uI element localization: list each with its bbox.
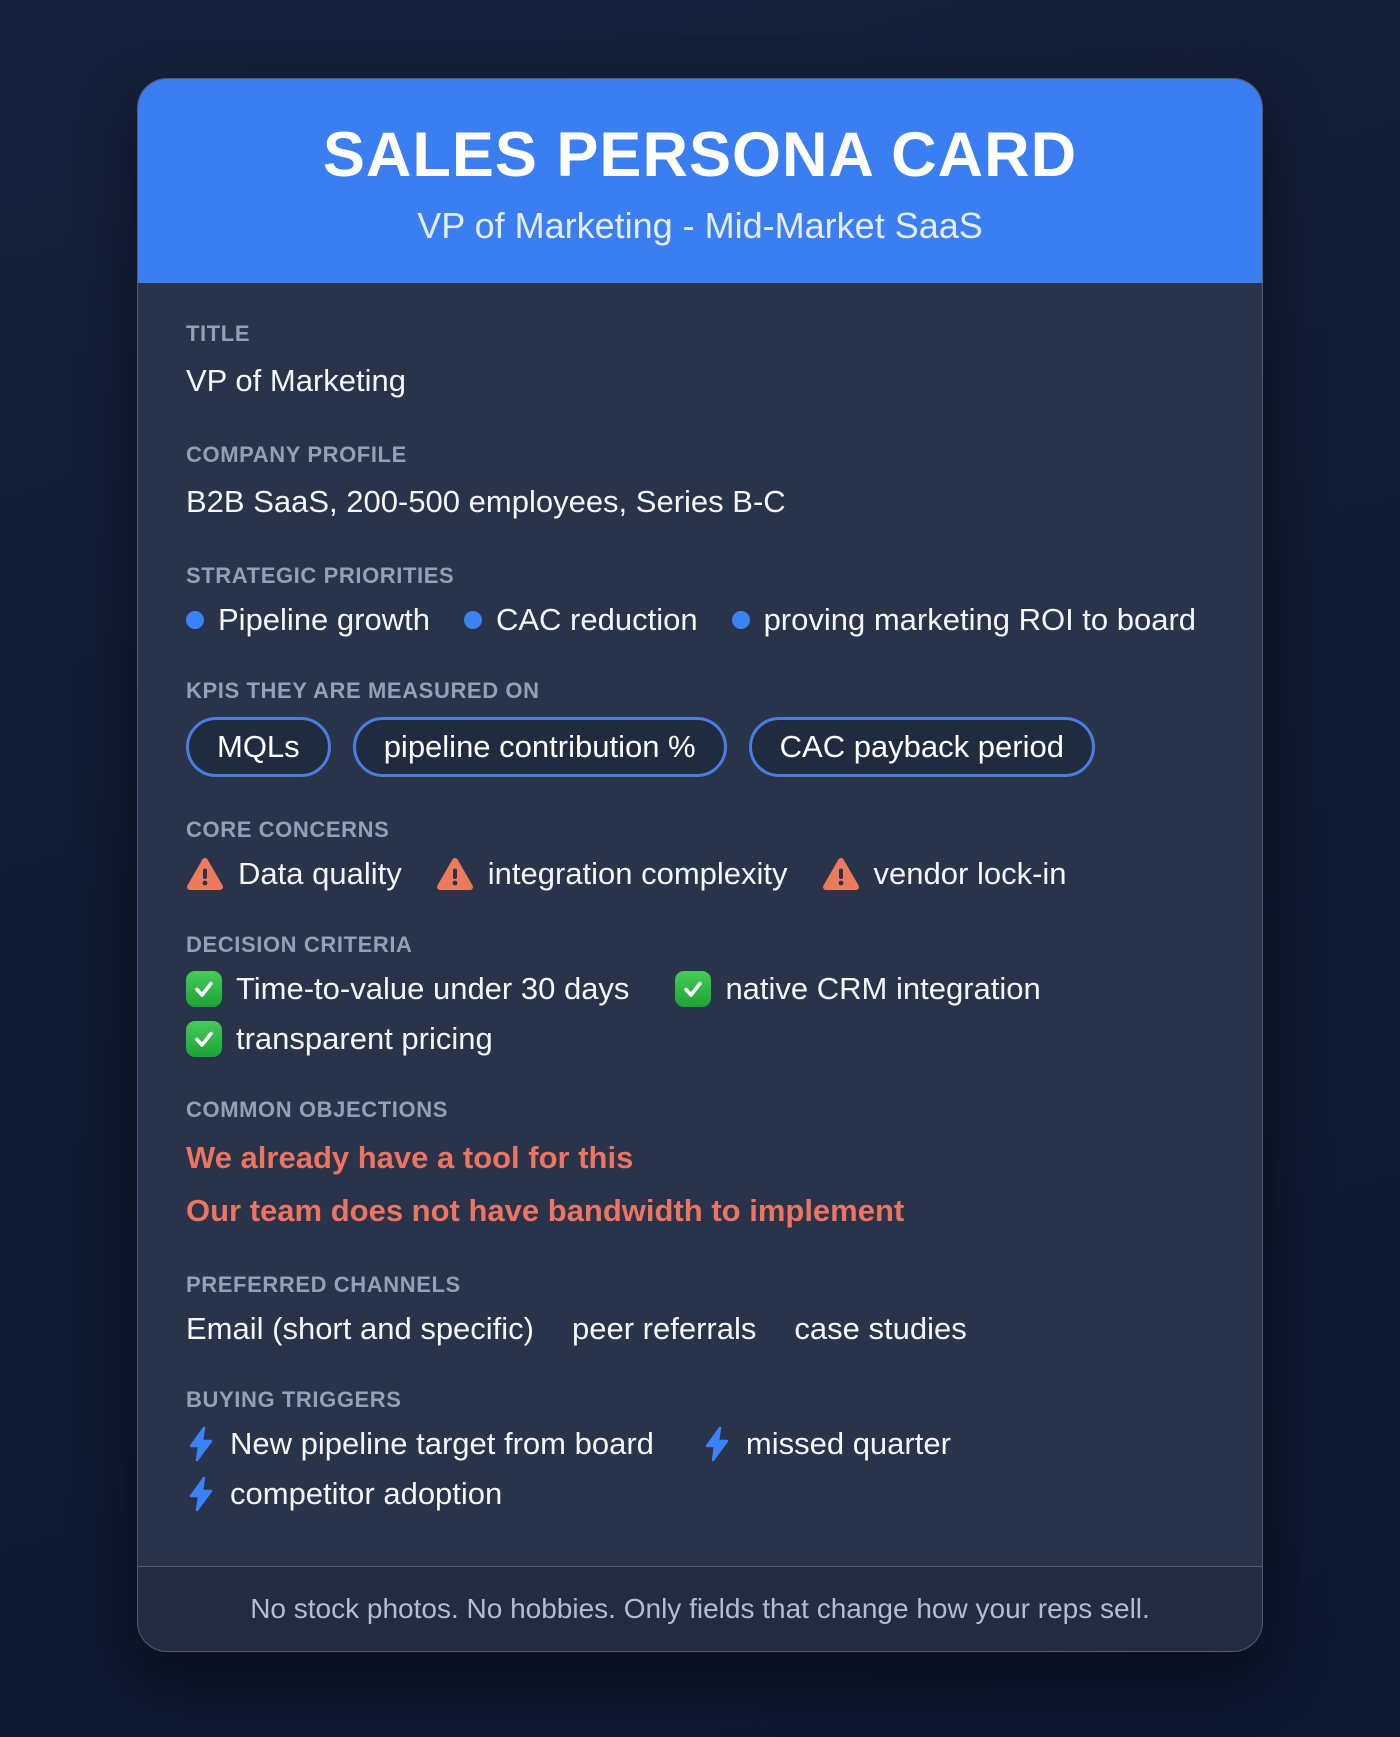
priorities-list: [186, 602, 1214, 638]
section-label: PREFERRED CHANNELS: [186, 1272, 461, 1298]
bullet-dot-icon: [186, 611, 204, 629]
criterion-label: transparent pricing: [236, 1020, 493, 1056]
objection-text: We already have a tool for this: [186, 1139, 634, 1175]
concern-item: [186, 856, 402, 892]
priority-item: [464, 602, 698, 638]
criterion-item: [186, 1021, 493, 1057]
priority-label: Pipeline growth: [218, 601, 430, 637]
objections-list: [186, 1136, 1214, 1233]
concern-item: [822, 856, 1067, 892]
section-preferred-channels: [186, 1272, 1214, 1347]
company-profile-value: B2B SaaS, 200-500 employees, Series B-C: [186, 483, 786, 519]
bullet-dot-icon: [732, 611, 750, 629]
trigger-item: [702, 1426, 951, 1462]
bullet-dot-icon: [464, 611, 482, 629]
concern-label: Data quality: [238, 855, 402, 891]
persona-card: [137, 78, 1263, 1652]
concern-label: integration complexity: [487, 855, 788, 891]
priority-label: CAC reduction: [495, 601, 698, 637]
green-checkmark-icon: [675, 971, 711, 1007]
trigger-label: competitor adoption: [230, 1476, 503, 1512]
trigger-label: missed quarter: [745, 1426, 951, 1462]
concern-label: vendor lock-in: [873, 855, 1067, 891]
card-header: [138, 79, 1262, 283]
card-footer: [138, 1566, 1262, 1651]
card-body: [138, 283, 1262, 1566]
section-label: BUYING TRIGGERS: [186, 1387, 402, 1413]
priority-item: [732, 602, 1197, 638]
trigger-item: [186, 1426, 654, 1462]
priority-label: proving marketing ROI to board: [763, 601, 1197, 637]
section-label: COMMON OBJECTIONS: [186, 1096, 448, 1122]
section-title: [186, 321, 1214, 402]
page-title: SALES PERSONA CARD: [322, 120, 1078, 190]
channel-item: peer referrals: [572, 1311, 757, 1347]
page-subtitle: VP of Marketing - Mid-Market SaaS: [417, 205, 983, 246]
section-label: KPIS THEY ARE MEASURED ON: [186, 677, 540, 703]
kpi-chip: MQLs: [186, 717, 331, 777]
section-strategic-priorities: [186, 563, 1214, 638]
green-checkmark-icon: [186, 971, 222, 1007]
lightning-bolt-icon: [702, 1426, 732, 1462]
trigger-item: [186, 1476, 502, 1512]
channel-item: case studies: [794, 1311, 967, 1347]
criteria-list: [186, 971, 1214, 1057]
section-core-concerns: [186, 817, 1214, 892]
section-buying-triggers: [186, 1387, 1214, 1512]
green-checkmark-icon: [186, 1021, 222, 1057]
section-decision-criteria: [186, 932, 1214, 1057]
section-label: STRATEGIC PRIORITIES: [186, 562, 455, 588]
section-company-profile: [186, 442, 1214, 523]
warning-triangle-icon: [436, 857, 474, 891]
channel-item: Email (short and specific): [186, 1311, 535, 1347]
trigger-label: New pipeline target from board: [230, 1426, 654, 1462]
criterion-label: native CRM integration: [725, 970, 1041, 1006]
criterion-label: Time-to-value under 30 days: [236, 970, 630, 1006]
channels-list: [186, 1311, 1214, 1347]
section-label: CORE CONCERNS: [186, 816, 390, 842]
section-kpis: [186, 678, 1214, 777]
section-common-objections: [186, 1097, 1214, 1233]
objection-text: Our team does not have bandwidth to implement: [186, 1193, 905, 1229]
warning-triangle-icon: [186, 857, 224, 891]
lightning-bolt-icon: [186, 1476, 216, 1512]
section-label: COMPANY PROFILE: [186, 441, 407, 467]
priority-item: [186, 602, 430, 638]
criterion-item: [186, 971, 629, 1007]
section-label: DECISION CRITERIA: [186, 931, 413, 957]
concern-item: [436, 856, 788, 892]
criterion-item: [675, 971, 1040, 1007]
lightning-bolt-icon: [186, 1426, 216, 1462]
footer-note: No stock photos. No hobbies. Only fields that change how your reps sell.: [250, 1593, 1150, 1624]
warning-triangle-icon: [822, 857, 860, 891]
kpi-chip: pipeline contribution %: [353, 717, 727, 777]
concerns-list: [186, 856, 1214, 892]
section-label: TITLE: [186, 321, 251, 346]
title-value: VP of Marketing: [186, 363, 406, 398]
kpi-chip: CAC payback period: [749, 717, 1095, 777]
kpi-chip-list: [186, 717, 1214, 777]
triggers-list: [186, 1426, 1214, 1512]
